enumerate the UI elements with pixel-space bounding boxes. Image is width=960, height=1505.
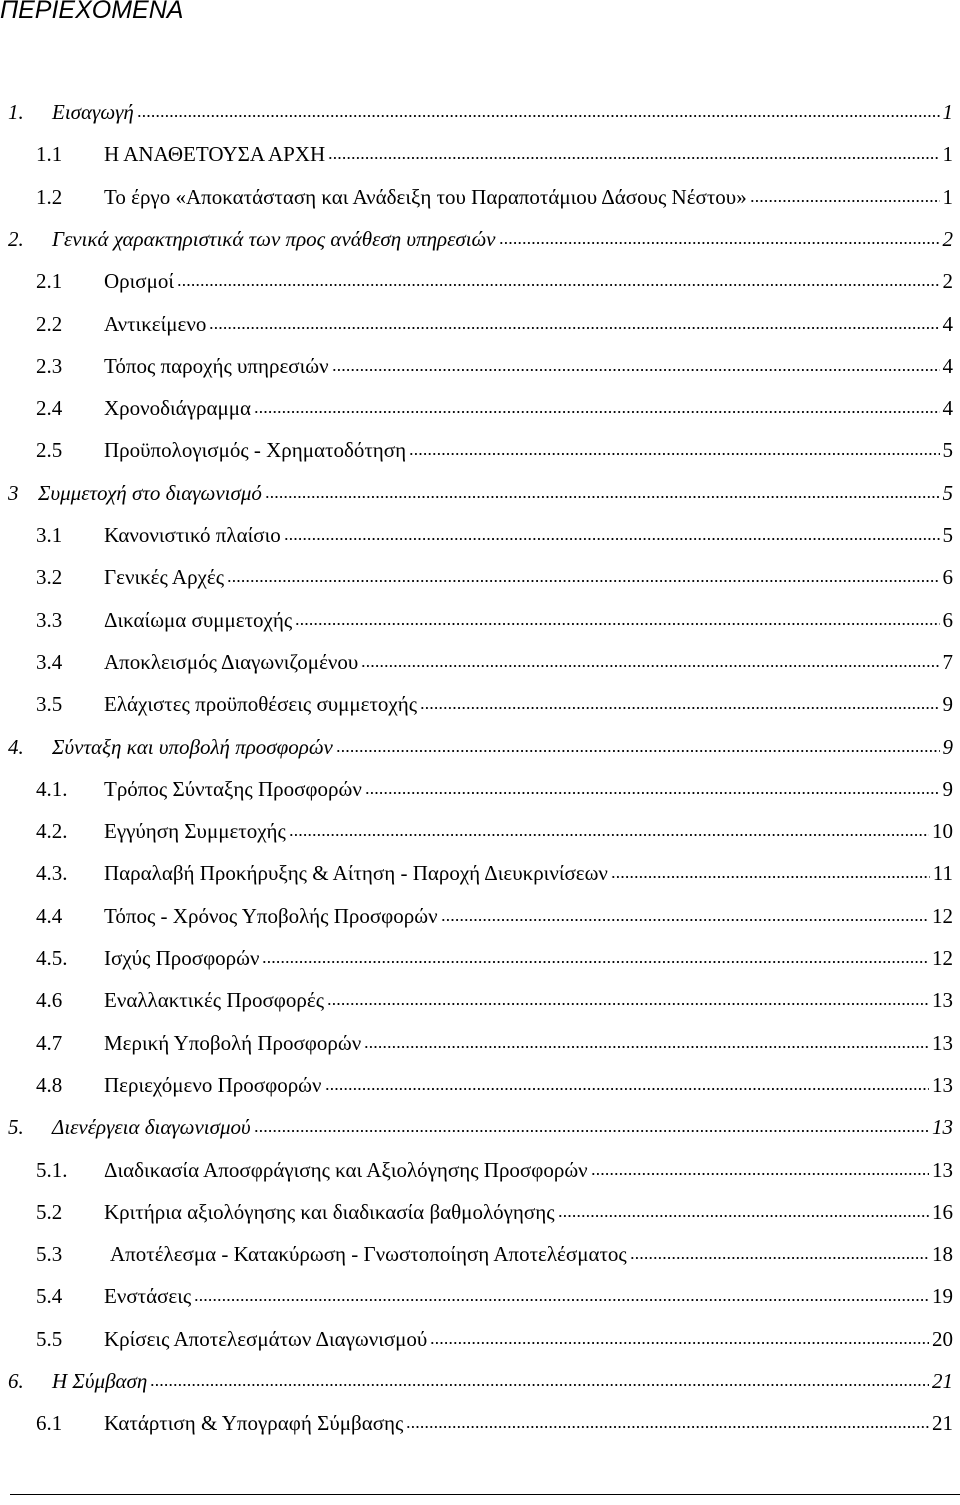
- toc-entry-number: 3.3: [36, 607, 63, 632]
- toc-entry[interactable]: [0, 942, 953, 974]
- toc-entry[interactable]: [0, 1027, 953, 1059]
- toc-entry[interactable]: [0, 1365, 953, 1397]
- toc-entry[interactable]: [0, 1407, 953, 1439]
- toc-entry[interactable]: [0, 900, 953, 932]
- toc-entry-title: Αποτέλεσμα - Κατακύρωση - Γνωστοποίηση Αποτελέσματος: [110, 1242, 627, 1267]
- toc-entry-number: 2.3: [36, 353, 63, 378]
- toc-entry[interactable]: [0, 1154, 953, 1186]
- bottom-rule: [10, 1494, 960, 1495]
- toc-entry-title: Εναλλακτικές Προσφορές: [104, 988, 325, 1013]
- toc-entry-page: 12: [932, 946, 953, 970]
- toc-entry-page: 5: [942, 480, 953, 505]
- toc-entry-page: 11: [932, 861, 953, 886]
- toc-entry-number: 4.7: [36, 1030, 63, 1055]
- toc-entry-title: Ενστάσεις: [104, 1284, 192, 1309]
- toc-entry-number: 2.2: [36, 311, 63, 336]
- toc-dot-leader: [332, 353, 940, 373]
- toc-entry-title: Κατάρτιση & Υπογραφή Σύμβασης: [104, 1411, 404, 1436]
- toc-entry-page: 16: [932, 1199, 953, 1224]
- toc-entry-title: Σύνταξη και υποβολή προσφορών: [52, 734, 333, 759]
- toc-dot-leader: [328, 141, 939, 161]
- toc-dot-leader: [499, 226, 940, 246]
- toc-entry-number: 3.1: [36, 523, 63, 547]
- toc-dot-leader: [209, 311, 939, 331]
- toc-entry-page: 1: [942, 100, 953, 124]
- toc-entry-number: 5.5: [36, 1326, 63, 1351]
- toc-entry-number: 3: [8, 480, 19, 505]
- toc-entry-number: 5.4: [36, 1284, 63, 1309]
- toc-entry-page: 20: [932, 1326, 953, 1351]
- toc-entry-page: 13: [932, 1072, 953, 1097]
- toc-dot-leader: [289, 818, 929, 838]
- toc-entry-page: 1: [942, 142, 953, 167]
- toc-entry-title: Ελάχιστες προϋποθέσεις συμμετοχής: [104, 692, 418, 717]
- toc-dot-leader: [227, 564, 939, 584]
- toc-entry-title: Γενικά χαρακτηριστικά των προς ανάθεση υπηρεσιών: [52, 226, 496, 251]
- toc-entry[interactable]: [0, 815, 953, 847]
- toc-dot-leader: [409, 437, 939, 457]
- toc-entry-number: 4.2.: [36, 819, 68, 844]
- toc-entry-page: 6: [942, 607, 953, 632]
- toc-entry-page: 12: [932, 903, 953, 928]
- toc-entry-title: Χρονοδιάγραμμα: [104, 396, 251, 421]
- toc-entry-page: 18: [932, 1242, 953, 1267]
- toc-dot-leader: [265, 480, 940, 500]
- toc-entry-title: Το έργο «Αποκατάσταση και Ανάδειξη του Παραποτάμιου Δάσους Νέστου»: [104, 184, 747, 209]
- toc-entry-page: 13: [932, 1030, 953, 1055]
- toc-entry[interactable]: [0, 265, 953, 297]
- toc-dot-leader: [262, 945, 929, 965]
- toc-entry-number: 4.: [8, 734, 24, 759]
- toc-entry-title: Εισαγωγή: [52, 100, 134, 124]
- toc-entry-page: 7: [942, 649, 953, 674]
- toc-entry-title: Συμμετοχή στο διαγωνισμό: [38, 480, 262, 505]
- toc-entry[interactable]: [0, 857, 953, 889]
- toc-entry-number: 4.1.: [36, 776, 68, 801]
- toc-entry[interactable]: [0, 138, 953, 170]
- toc-entry-number: 4.8: [36, 1072, 63, 1097]
- toc-entry-number: 1.1: [36, 142, 63, 167]
- toc-dot-leader: [194, 1283, 929, 1303]
- toc-dot-leader: [177, 268, 939, 288]
- toc-entry-page: 9: [942, 776, 953, 801]
- toc-entry-page: 13: [932, 988, 953, 1013]
- toc-entry-page: 5: [942, 438, 953, 463]
- toc-entry-number: 3.5: [36, 692, 63, 717]
- toc-entry-number: 1.2: [36, 184, 63, 209]
- toc-entry-title: Διενέργεια διαγωνισμού: [52, 1115, 251, 1140]
- toc-entry-number: 2.1: [36, 269, 63, 294]
- toc-entry-title: Αποκλεισμός Διαγωνιζομένου: [104, 649, 359, 674]
- toc-dot-leader: [150, 1368, 929, 1388]
- toc-entry-number: 1.: [8, 100, 24, 124]
- toc-dot-leader: [327, 987, 929, 1007]
- toc-entry-title: Ορισμοί: [104, 269, 175, 294]
- toc-entry-number: 5.1.: [36, 1157, 68, 1182]
- toc-entry-page: 5: [942, 523, 953, 547]
- toc-dot-leader: [325, 1072, 930, 1092]
- toc-dot-leader: [254, 395, 940, 415]
- toc-entry-page: 13: [932, 1115, 953, 1140]
- toc-dot-leader: [365, 776, 940, 796]
- toc-entry-number: 2.: [8, 226, 24, 251]
- toc-dot-leader: [254, 1114, 929, 1134]
- toc-entry[interactable]: [0, 1069, 953, 1101]
- toc-dot-leader: [430, 1326, 929, 1346]
- toc-entry-number: 2.4: [36, 396, 63, 421]
- toc-entry-number: 6.: [8, 1369, 24, 1393]
- toc-entry-number: 2.5: [36, 438, 63, 463]
- toc-entry-number: 3.4: [36, 649, 63, 674]
- toc-entry-number: 5.2: [36, 1199, 63, 1224]
- toc-entry-title: Αντικείμενο: [104, 311, 207, 336]
- toc-entry-page: 21: [932, 1369, 953, 1393]
- toc-entry-page: 4: [942, 353, 953, 378]
- toc-entry[interactable]: [0, 1196, 953, 1228]
- toc-entry[interactable]: [0, 773, 953, 805]
- toc-entry[interactable]: [0, 688, 953, 720]
- toc-entry-number: 4.3.: [36, 861, 68, 886]
- toc-entry-title: Εγγύηση Συμμετοχής: [104, 819, 286, 844]
- toc-entry-title: Προϋπολογισμός - Χρηματοδότηση: [104, 438, 407, 463]
- toc-entry[interactable]: [0, 223, 953, 255]
- toc-entry[interactable]: [0, 1280, 953, 1312]
- toc-dot-leader: [361, 649, 939, 669]
- toc-dot-leader: [295, 607, 939, 627]
- toc-dot-leader: [750, 184, 940, 204]
- toc-entry-number: 6.1: [36, 1411, 63, 1436]
- toc-entry[interactable]: [0, 308, 953, 340]
- toc-entry-number: 5.: [8, 1115, 24, 1140]
- toc-entry-page: 9: [942, 692, 953, 717]
- toc-entry[interactable]: [0, 1111, 953, 1143]
- toc-entry-title: Η Σύμβαση: [52, 1369, 148, 1393]
- toc-entry-title: Τόπος - Χρόνος Υποβολής Προσφορών: [104, 903, 438, 928]
- toc-entry-page: 10: [932, 819, 953, 844]
- toc-entry-page: 19: [932, 1284, 953, 1309]
- toc-dot-leader: [336, 734, 940, 754]
- toc-entry-title: Περιεχόμενο Προσφορών: [104, 1072, 322, 1097]
- toc-entry-number: 3.2: [36, 565, 63, 590]
- toc-entry-page: 9: [942, 734, 953, 759]
- toc-entry-page: 4: [942, 396, 953, 421]
- toc-dot-leader: [284, 522, 940, 542]
- toc-dot-leader: [364, 1030, 929, 1050]
- toc-heading: ΠΕΡΙΕΧΟΜΕΝΑ: [0, 0, 184, 24]
- toc-entry-title: Τόπος παροχής υπηρεσιών: [104, 353, 329, 378]
- toc-entry[interactable]: [0, 561, 953, 593]
- toc-entry-number: 4.6: [36, 988, 63, 1013]
- toc-entry-title: Δικαίωμα συμμετοχής: [104, 607, 293, 632]
- toc-entry-title: Τρόπος Σύνταξης Προσφορών: [104, 776, 362, 801]
- toc-entry[interactable]: [0, 350, 953, 382]
- toc-entry-title: Ισχύς Προσφορών: [104, 946, 260, 970]
- toc-entry-title: Γενικές Αρχές: [104, 565, 225, 590]
- toc-entry-number: 4.5.: [36, 946, 68, 970]
- toc-dot-leader: [441, 903, 929, 923]
- toc-entry[interactable]: [0, 604, 953, 636]
- toc-entry[interactable]: [0, 96, 953, 128]
- toc-dot-leader: [420, 691, 939, 711]
- toc-entry-number: 5.3: [36, 1242, 63, 1267]
- toc-entry[interactable]: [0, 392, 953, 424]
- toc-entry-page: 13: [932, 1157, 953, 1182]
- toc-dot-leader: [137, 99, 940, 119]
- toc-entry[interactable]: [0, 477, 953, 509]
- toc-entry[interactable]: [0, 984, 953, 1016]
- toc-entry[interactable]: [0, 519, 953, 551]
- toc-dot-leader: [558, 1199, 929, 1219]
- toc-entry-title: Κριτήρια αξιολόγησης και διαδικασία βαθμολόγησης: [104, 1199, 555, 1224]
- toc-entry-title: Παραλαβή Προκήρυξης & Αίτηση - Παροχή Διευκρινίσεων: [104, 861, 608, 886]
- toc-entry-page: 21: [932, 1411, 953, 1436]
- toc-entry[interactable]: [0, 1238, 953, 1270]
- toc-entry-page: 6: [942, 565, 953, 590]
- toc-entry[interactable]: [0, 1323, 953, 1355]
- toc-entry[interactable]: [0, 181, 953, 213]
- toc-entry-page: 2: [942, 269, 953, 294]
- toc-dot-leader: [406, 1410, 929, 1430]
- toc-dot-leader: [591, 1157, 929, 1177]
- toc-entry-title: Κρίσεις Αποτελεσμάτων Διαγωνισμού: [104, 1326, 428, 1351]
- toc-dot-leader: [630, 1241, 929, 1261]
- toc-dot-leader: [611, 860, 930, 880]
- toc-entry-page: 1: [942, 184, 953, 209]
- toc-entry-title: Μερική Υποβολή Προσφορών: [104, 1030, 362, 1055]
- toc-entry[interactable]: [0, 646, 953, 678]
- toc-entry[interactable]: [0, 731, 953, 763]
- toc-entry-page: 2: [942, 226, 953, 251]
- toc-entry-title: Κανονιστικό πλαίσιο: [104, 523, 281, 547]
- toc-entry-title: Διαδικασία Αποσφράγισης και Αξιολόγησης Προσφορών: [104, 1157, 588, 1182]
- toc-entry-title: Η ΑΝΑΘΕΤΟΥΣΑ ΑΡΧΗ: [104, 142, 326, 167]
- toc-entry[interactable]: [0, 434, 953, 466]
- toc-entry-page: 4: [942, 311, 953, 336]
- toc-entry-number: 4.4: [36, 903, 63, 928]
